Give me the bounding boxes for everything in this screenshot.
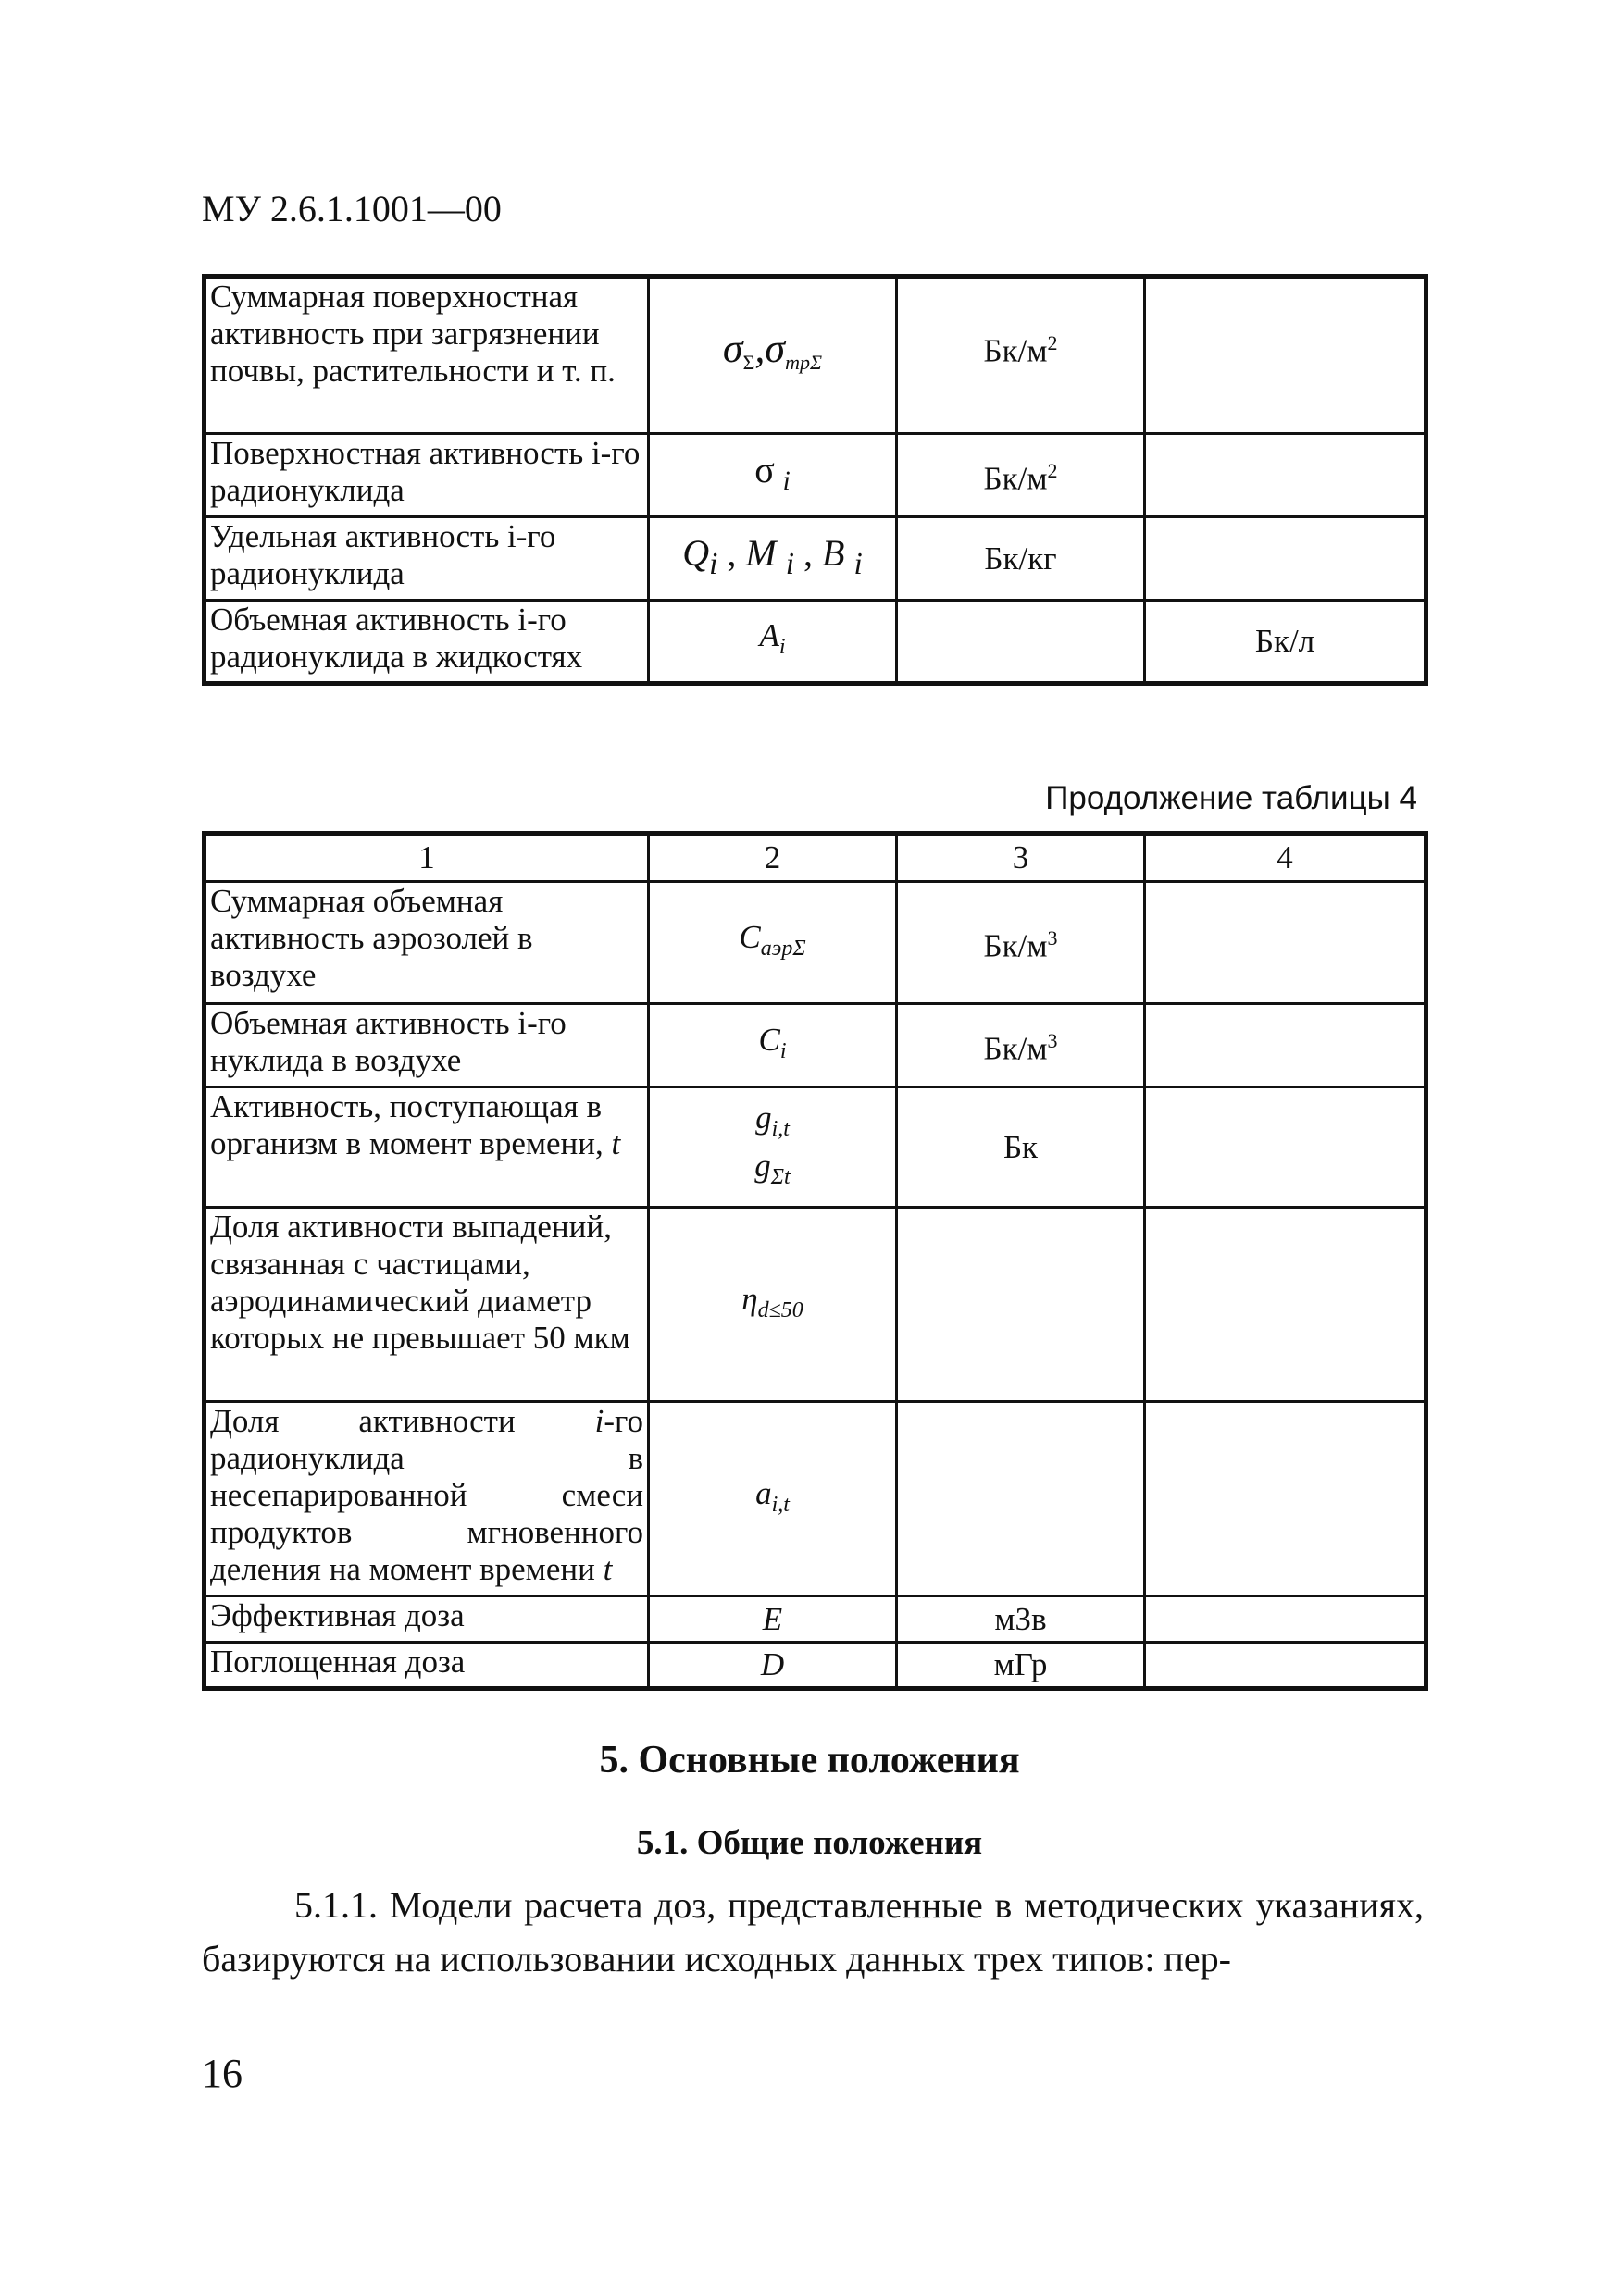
row-name: Объемная активность i-го нуклида в воздухе xyxy=(205,1004,649,1087)
column-header: 1 xyxy=(205,834,649,882)
table-row xyxy=(205,1004,1426,1087)
paragraph: 5.1.1. Модели расчета доз, представленные в методических указаниях, базируются на использовании исходных данных трех типов: пер- xyxy=(202,1884,1424,1980)
row-symbol: $g_{i,t}$ $g_{\Sigma t}$ xyxy=(649,1087,897,1208)
table-row xyxy=(205,1402,1426,1596)
column-header: 3 xyxy=(897,834,1145,882)
row-name: Объемная активность i-го радионуклида в жидкостях xyxy=(205,601,649,684)
row-unit: $Бк/м^2$ xyxy=(897,434,1145,517)
row-unit: мЗв xyxy=(897,1596,1145,1643)
row-name: Доля активности выпадений, связанная с частицами, аэродинамический диаметр которых не превышает 50 мкм xyxy=(205,1208,649,1402)
row-col4 xyxy=(1145,882,1426,1004)
row-col4 xyxy=(1145,1004,1426,1087)
row-symbol: $a_{i,t}$ xyxy=(649,1402,897,1596)
row-unit xyxy=(897,601,1145,684)
row-name: Суммарная поверхностная активность при загрязнении почвы, растительности и т. п. xyxy=(205,277,649,434)
table-header-row xyxy=(205,834,1426,882)
row-col4 xyxy=(1145,517,1426,601)
row-symbol: $A_i$ xyxy=(649,601,897,684)
continuation-label: Продолжение таблицы 4 xyxy=(1045,780,1417,816)
table-row xyxy=(205,882,1426,1004)
column-header: 2 xyxy=(649,834,897,882)
table-main xyxy=(202,831,1428,1691)
table-row xyxy=(205,434,1426,517)
document-header: МУ 2.6.1.1001—00 xyxy=(202,188,502,230)
row-unit: Бк xyxy=(897,1087,1145,1208)
section-title: 5. Основные положения xyxy=(599,1739,1020,1781)
table-row xyxy=(205,1087,1426,1208)
column-header: 4 xyxy=(1145,834,1426,882)
row-col4 xyxy=(1145,1402,1426,1596)
row-name: Поглощенная доза xyxy=(205,1643,649,1689)
page-number: 16 xyxy=(202,2051,243,2096)
subsection-title: 5.1. Общие положения xyxy=(636,1824,983,1862)
table-row xyxy=(205,1643,1426,1689)
table-row xyxy=(205,1596,1426,1643)
row-name: Удельная активность i-го радионуклида xyxy=(205,517,649,601)
row-name: Поверхностная активность i-го радионуклида xyxy=(205,434,649,517)
row-col4 xyxy=(1145,1596,1426,1643)
row-name: Эффективная доза xyxy=(205,1596,649,1643)
row-symbol: σ $_i$ xyxy=(649,434,897,517)
row-symbol: $\sigma_\Sigma,\sigma_{тр\Sigma}$ xyxy=(649,277,897,434)
row-symbol: $\eta_{d\le 50}$ xyxy=(649,1208,897,1402)
row-symbol: E xyxy=(649,1596,897,1643)
row-col4 xyxy=(1145,1208,1426,1402)
table-top xyxy=(202,274,1428,686)
row-symbol: $Q_i$ , M $_i$ , B $_i$ xyxy=(649,517,897,601)
row-unit: $Бк/м^3$ xyxy=(897,1004,1145,1087)
row-unit xyxy=(897,1402,1145,1596)
row-unit: $Бк/м^3$ xyxy=(897,882,1145,1004)
row-unit: $Бк/м^2$ xyxy=(897,277,1145,434)
table-row xyxy=(205,601,1426,684)
row-col4 xyxy=(1145,1087,1426,1208)
row-unit: мГр xyxy=(897,1643,1145,1689)
row-col4: Бк/л xyxy=(1145,601,1426,684)
row-symbol: $C_{аэр\Sigma}$ xyxy=(649,882,897,1004)
row-name: Суммарная объемная активность аэрозолей в воздухе xyxy=(205,882,649,1004)
row-symbol: D xyxy=(649,1643,897,1689)
row-name: Активность, поступающая в организм в момент времени, t xyxy=(205,1087,649,1208)
row-col4 xyxy=(1145,1643,1426,1689)
row-symbol: $C_i$ xyxy=(649,1004,897,1087)
row-col4 xyxy=(1145,434,1426,517)
table-row xyxy=(205,277,1426,434)
table-row xyxy=(205,517,1426,601)
row-unit: Бк/кг xyxy=(897,517,1145,601)
row-name: Доля активности i-го радионуклида в несепарированной смеси продуктов мгновенного деления на момент времени t xyxy=(205,1402,649,1596)
row-unit xyxy=(897,1208,1145,1402)
table-row xyxy=(205,1208,1426,1402)
row-col4 xyxy=(1145,277,1426,434)
